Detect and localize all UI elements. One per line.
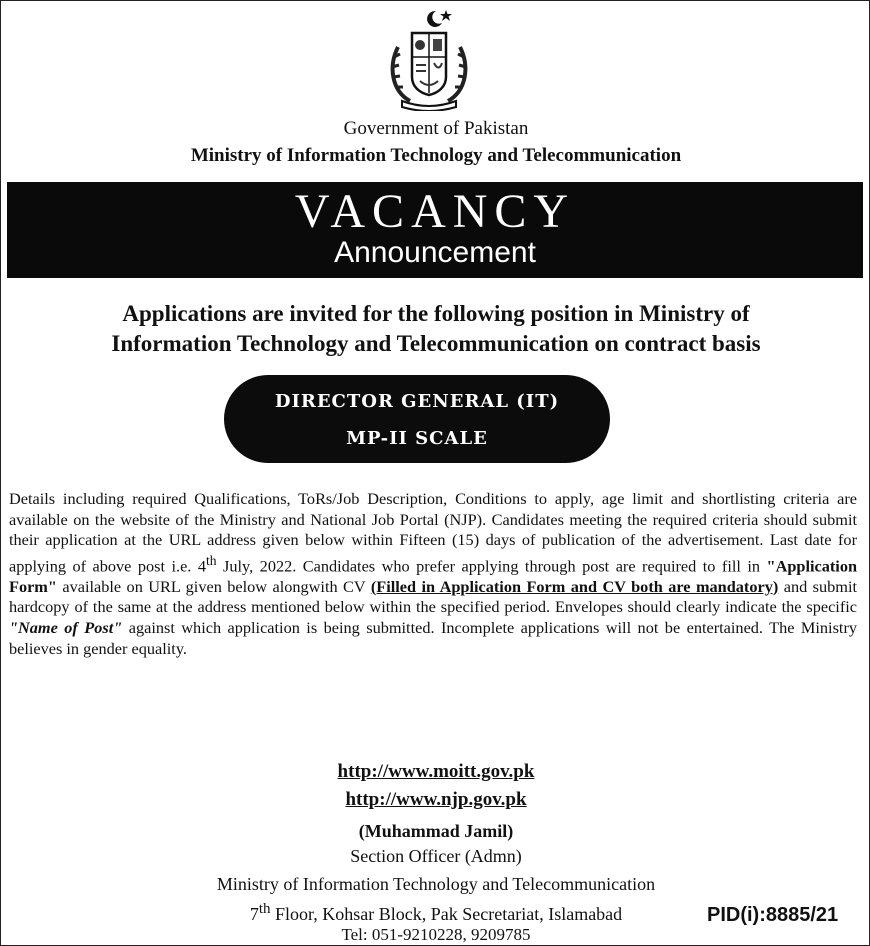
pid-number: PID(i):8885/21: [707, 904, 839, 926]
intro-text: [1, 299, 870, 359]
mandatory-note: (Filled in Application Form and CV both are mandatory): [370, 576, 779, 596]
body-sup: th: [206, 552, 217, 568]
application-form-label: "Application Form": [9, 556, 858, 596]
telephone: Tel: 051-9210228, 9209785: [341, 925, 531, 944]
ministry-name: Ministry of Information Technology and Telecommunication: [190, 145, 682, 166]
intro-line-2: Information Technology and Telecommunication on contract basis: [111, 331, 761, 356]
body-part-4: and submit hardcopy of the same at the address mentioned below within the specified period. Envelopes should clearly indicate the specific: [9, 576, 857, 617]
state-emblem-icon: [384, 7, 474, 111]
njp-link[interactable]: [1, 789, 870, 811]
floor-number: 7: [249, 904, 259, 924]
vacancy-banner: [7, 182, 863, 278]
intro-line-1: Applications are invited for the following position in Ministry of: [122, 301, 750, 326]
banner-title: VACANCY: [294, 185, 576, 238]
signatory-title: Section Officer (Admn): [350, 846, 522, 866]
body-part-1: Details including required Qualifications, ToRs/Job Description, Conditions to apply, age limit and shortlisting criteria are available on the website of the Ministry and National Job Portal (NJP). Candidates meeting the required criteria should submit their application at the URL address given below within Fifteen (15) days of publication of the advertisement. Last date for applying of above post i.e. 4: [9, 489, 857, 576]
floor-sup: th: [258, 901, 271, 917]
details-paragraph: [9, 489, 857, 659]
njp-link-text[interactable]: http://www.njp.gov.pk: [345, 789, 527, 810]
position-title: DIRECTOR GENERAL (IT): [274, 391, 560, 412]
position-pill: [224, 375, 610, 463]
body-part-3: available on URL given below alongwith CV: [56, 576, 371, 596]
name-of-post-label: "Name of Post": [9, 617, 123, 637]
government-name: Government of Pakistan: [343, 118, 529, 139]
body-part-2: July, 2022. Candidates who prefer applying through post are required to fill in: [216, 556, 767, 576]
moitt-link[interactable]: [1, 761, 870, 783]
banner-subtitle: Announcement: [334, 236, 536, 269]
moitt-link-text[interactable]: http://www.moitt.gov.pk: [337, 761, 535, 782]
position-scale: MP-II SCALE: [346, 428, 488, 449]
address-text: Floor, Kohsar Block, Pak Secretariat, Islamabad: [270, 904, 623, 924]
signatory-ministry: Ministry of Information Technology and Telecommunication: [216, 874, 656, 894]
signatory-name: (Muhammad Jamil): [358, 821, 514, 841]
body-part-5: against which application is being submitted. Incomplete applications will not be entertained. The Ministry believes in gender equality.: [9, 617, 858, 658]
